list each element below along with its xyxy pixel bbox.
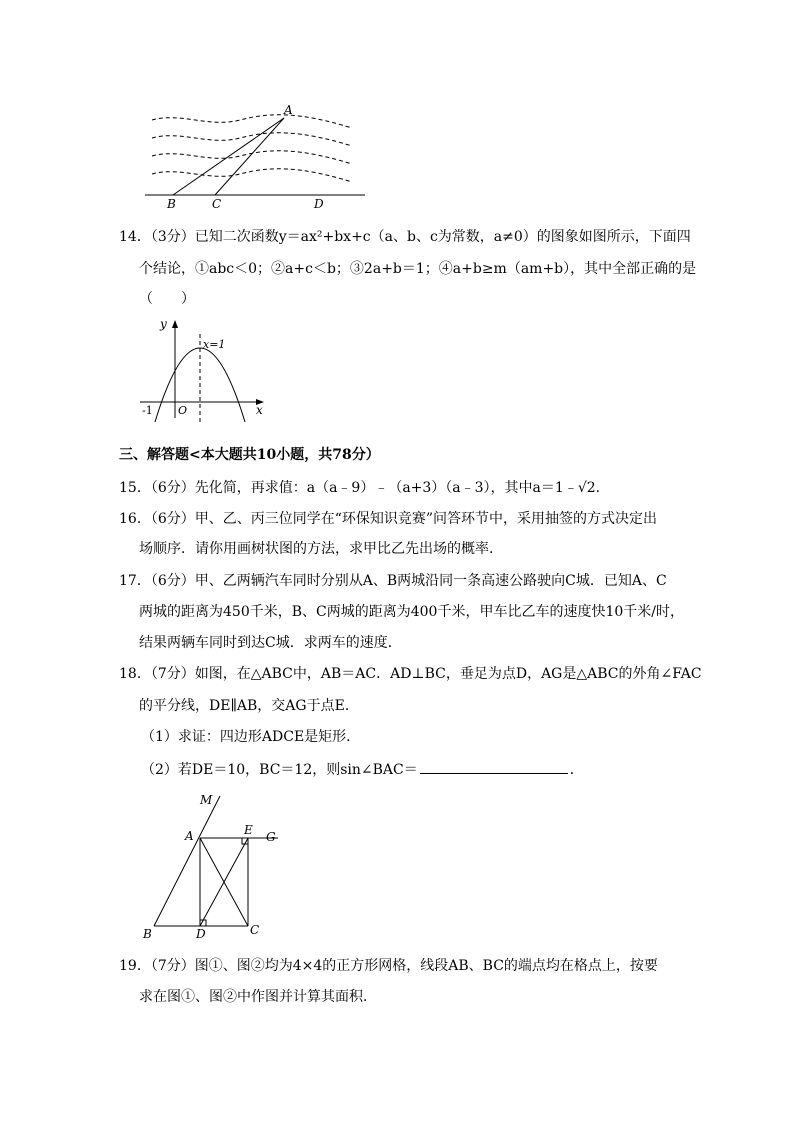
question-14-options-paren: （ ） — [139, 291, 195, 307]
question-17-line-3: 结果两辆车同时到达C城．求两车的速度． — [139, 635, 402, 651]
point-label-b: B — [167, 197, 176, 211]
answer-blank[interactable] — [420, 759, 568, 774]
question-14-line-1: 14．（3分）已知二次函数y＝ax²+bx+c（a、b、c为常数，a≠0）的图象如图所示，下面四 — [119, 229, 691, 245]
question-17-line-2: 两城的距离为450千米，B、C两城的距离为400千米，甲车比乙车的速度快10千米/时， — [139, 604, 684, 620]
neg-one-label: -1 — [142, 404, 153, 417]
point-label-d: D — [196, 927, 206, 940]
question-18-line-2: 的平分线，DE∥AB，交AG于点E． — [139, 698, 359, 714]
question-14-line-2: 个结论，①abc＜0；②a+c＜b；③2a+b＝1；④a+b≥m（am+b），其中全部正确的是 — [139, 261, 697, 277]
question-18-part-2-end: ． — [569, 762, 584, 778]
question-19-line-1: 19．（7分）图①、图②均为4×4的正方形网格，线段AB、BC的端点均在格点上，按要 — [119, 958, 658, 974]
question-18-part-1: （1）求证：四边形ADCE是矩形． — [141, 729, 361, 745]
point-label-d: D — [314, 197, 324, 211]
question-18-line-1: 18．（7分）如图，在△ABC中，AB＝AC．AD⊥BC，垂足为点D，AG是△ABC的外角∠FAC — [119, 666, 702, 682]
point-label-a: A — [185, 829, 194, 843]
point-label-c: C — [250, 923, 260, 937]
question-15: 15．（6分）先化简，再求值：a（a﹣9）﹣（a+3）（a﹣3），其中a＝1﹣√2. — [119, 480, 601, 496]
x-axis-label: x — [256, 403, 263, 417]
figure-triangle-rectangle — [140, 790, 290, 940]
question-18-part-2-text: （2）若DE＝10，BC＝12，则sin∠BAC＝ — [141, 762, 418, 778]
question-16-line-1: 16．（6分）甲、乙、丙三位同学在“环保知识竞赛”问答环节中，采用抽签的方式决定出 — [119, 511, 658, 527]
point-label-m: M — [200, 793, 213, 807]
figure-river-crossing — [140, 100, 370, 212]
point-label-b: B — [143, 927, 152, 940]
section-3-heading: 三、解答题<本大题共10小题，共78分） — [119, 447, 380, 463]
point-label-c: C — [212, 197, 222, 211]
question-18-part-2 — [141, 759, 584, 780]
point-label-e: E — [244, 823, 253, 837]
question-17-line-1: 17．（6分）甲、乙两辆汽车同时分别从A、B两城沿同一条高速公路驶向C城．已知A、C — [119, 573, 667, 589]
figure-parabola — [140, 314, 270, 424]
symmetry-axis-label: x=1 — [203, 338, 226, 351]
question-16-line-2: 场顺序．请你用画树状图的方法，求甲比乙先出场的概率． — [139, 541, 503, 557]
question-19-line-2: 求在图①、图②中作图并计算其面积． — [139, 989, 377, 1005]
point-label-g: G — [266, 830, 276, 844]
y-axis-label: y — [160, 317, 167, 331]
origin-label: O — [178, 404, 188, 417]
point-label-a: A — [284, 103, 293, 117]
